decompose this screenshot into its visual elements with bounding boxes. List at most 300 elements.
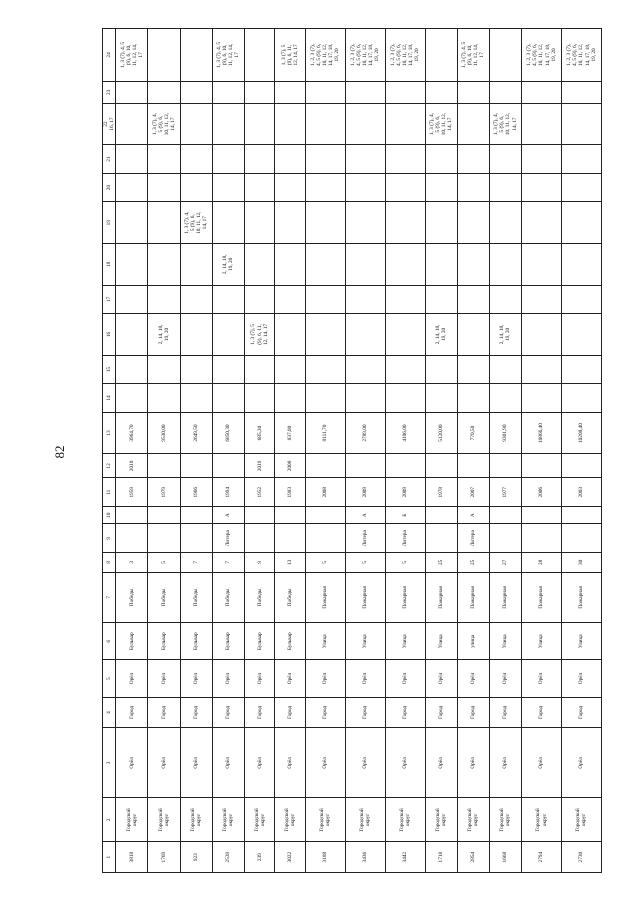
cell-col-9 xyxy=(116,524,148,552)
cell-col-16 xyxy=(522,314,562,356)
cell-col-24: 1, 3 (7), 5 (9), 6, 11, 12, 14, 17 xyxy=(275,29,306,82)
cell-col-19 xyxy=(244,202,275,244)
cell-col-1: 3022 xyxy=(275,842,306,873)
cell-col-5: Орёл xyxy=(522,660,562,697)
cell-col-10 xyxy=(425,506,457,524)
cell-col-12 xyxy=(148,454,180,478)
column-header-16 xyxy=(103,314,116,356)
cell-col-4: Город xyxy=(148,697,180,728)
cell-col-18 xyxy=(385,244,425,286)
cell-col-21 xyxy=(212,145,244,173)
cell-col-5: Орёл xyxy=(244,660,275,697)
cell-col-8: 3 xyxy=(116,552,148,572)
cell-col-22 xyxy=(116,103,148,145)
cell-col-7: Победы xyxy=(116,572,148,622)
cell-col-1: 2854 xyxy=(457,842,489,873)
cell-col-16: 2, 14, 18, 19, 20 xyxy=(489,314,521,356)
cell-col-10 xyxy=(244,506,275,524)
cell-col-13: 6850,30 xyxy=(212,412,244,454)
cell-col-21 xyxy=(489,145,521,173)
cell-col-1: 2794 xyxy=(522,842,562,873)
cell-col-18 xyxy=(116,244,148,286)
cell-col-7: Пожарная xyxy=(425,572,457,622)
cell-col-14 xyxy=(305,384,345,412)
cell-col-13: 685,30 xyxy=(244,412,275,454)
cell-col-5: Орёл xyxy=(457,660,489,697)
cell-col-1: 239 xyxy=(244,842,275,873)
column-header-21 xyxy=(103,145,116,173)
cell-col-14 xyxy=(385,384,425,412)
cell-col-5: Орёл xyxy=(345,660,385,697)
cell-col-20 xyxy=(385,173,425,201)
page-number: 82 xyxy=(52,445,67,459)
cell-col-15 xyxy=(148,355,180,383)
cell-col-3: Орёл xyxy=(148,728,180,798)
cell-col-13: 9301,90 xyxy=(489,412,521,454)
cell-col-1: 1718 xyxy=(425,842,457,873)
cell-col-22 xyxy=(457,103,489,145)
cell-col-11: 2003 xyxy=(561,478,601,506)
cell-col-19 xyxy=(385,202,425,244)
column-number: 5 xyxy=(106,677,113,680)
cell-col-11: 1977 xyxy=(489,478,521,506)
column-22-header-note: 16, 17 xyxy=(109,117,116,131)
cell-col-17 xyxy=(345,285,385,313)
cell-col-16 xyxy=(116,314,148,356)
cell-col-3: Орёл xyxy=(275,728,306,798)
cell-col-6: Бульвар xyxy=(116,623,148,660)
cell-col-2: Городской округ xyxy=(244,798,275,842)
cell-col-6: Бульвар xyxy=(180,623,212,660)
cell-col-3: Орёл xyxy=(180,728,212,798)
cell-col-23 xyxy=(457,81,489,103)
cell-col-8: 5 xyxy=(385,552,425,572)
cell-col-24 xyxy=(425,29,457,82)
cell-col-5: Орёл xyxy=(180,660,212,697)
column-header-13 xyxy=(103,412,116,454)
cell-col-5: Орёл xyxy=(425,660,457,697)
cell-col-9: Литера xyxy=(385,524,425,552)
cell-col-14 xyxy=(489,384,521,412)
cell-col-14 xyxy=(116,384,148,412)
cell-col-23 xyxy=(275,81,306,103)
cell-col-5: Орёл xyxy=(116,660,148,697)
cell-col-13: 8111,70 xyxy=(305,412,345,454)
cell-col-22 xyxy=(212,103,244,145)
cell-col-9 xyxy=(180,524,212,552)
cell-col-20 xyxy=(116,173,148,201)
cell-col-11: 2009 xyxy=(385,478,425,506)
cell-col-17 xyxy=(148,285,180,313)
table-row xyxy=(244,29,275,873)
cell-col-2: Городской округ xyxy=(489,798,521,842)
cell-col-5: Орёл xyxy=(305,660,345,697)
column-number: 19 xyxy=(106,220,113,226)
cell-col-24: 1, 3 (7), 4, 5 (9), 6, 10, 11, 12, 14, 17 xyxy=(116,29,148,82)
cell-col-3: Орёл xyxy=(489,728,521,798)
cell-col-14 xyxy=(522,384,562,412)
cell-col-13: 2649,50 xyxy=(180,412,212,454)
cell-col-7: Пожарная xyxy=(489,572,521,622)
cell-col-24: 1, 2, 3 (7), 4, 5 (9), 6, 10, 11, 12, 14, 17, 18, 19, 20 xyxy=(305,29,345,82)
cell-col-11: 1966 xyxy=(180,478,212,506)
cell-col-12 xyxy=(345,454,385,478)
cell-col-13: 837,00 xyxy=(275,412,306,454)
column-number: 4 xyxy=(106,711,113,714)
cell-col-12: 2008 xyxy=(275,454,306,478)
cell-col-9 xyxy=(489,524,521,552)
cell-col-3: Орёл xyxy=(244,728,275,798)
cell-col-21 xyxy=(275,145,306,173)
cell-col-18: 2, 14, 18, 19, 20 xyxy=(212,244,244,286)
cell-col-11: 1978 xyxy=(425,478,457,506)
cell-col-10 xyxy=(522,506,562,524)
cell-col-17 xyxy=(275,285,306,313)
cell-col-19 xyxy=(489,202,521,244)
cell-col-10 xyxy=(489,506,521,524)
cell-col-3: Орёл xyxy=(345,728,385,798)
column-number: 18 xyxy=(106,261,113,267)
cell-col-11: 1994 xyxy=(212,478,244,506)
column-number: 9 xyxy=(106,536,113,540)
cell-col-16: 2, 14, 18, 19, 20 xyxy=(148,314,180,356)
cell-col-3: Орёл xyxy=(212,728,244,798)
column-header-10 xyxy=(103,506,116,524)
cell-col-2: Городской округ xyxy=(116,798,148,842)
cell-col-23 xyxy=(489,81,521,103)
cell-col-6: Улица xyxy=(425,623,457,660)
cell-col-3: Орёл xyxy=(561,728,601,798)
column-number: 20 xyxy=(106,184,113,191)
cell-col-20 xyxy=(275,173,306,201)
cell-col-21 xyxy=(180,145,212,173)
cell-col-11: 1979 xyxy=(148,478,180,506)
cell-col-10: А xyxy=(345,506,385,524)
cell-col-14 xyxy=(275,384,306,412)
table-row xyxy=(148,29,180,873)
cell-col-3: Орёл xyxy=(425,728,457,798)
cell-col-9 xyxy=(275,524,306,552)
cell-col-17 xyxy=(522,285,562,313)
cell-col-5: Орёл xyxy=(275,660,306,697)
cell-col-21 xyxy=(305,145,345,173)
cell-col-13: 3964,70 xyxy=(116,412,148,454)
cell-col-16 xyxy=(385,314,425,356)
cell-col-4: Город xyxy=(275,697,306,728)
cell-col-4: Город xyxy=(180,697,212,728)
column-header-2 xyxy=(103,798,116,842)
cell-col-6: Бульвар xyxy=(212,623,244,660)
cell-col-23 xyxy=(425,81,457,103)
cell-col-22 xyxy=(345,103,385,145)
cell-col-7: Победы xyxy=(180,572,212,622)
column-header-23 xyxy=(103,81,116,103)
cell-col-21 xyxy=(425,145,457,173)
cell-col-24 xyxy=(148,29,180,82)
cell-col-11: 2009 xyxy=(345,478,385,506)
cell-col-2: Городской округ xyxy=(561,798,601,842)
cell-col-8: 5 xyxy=(345,552,385,572)
cell-col-15 xyxy=(212,355,244,383)
cell-col-16 xyxy=(180,314,212,356)
cell-col-16: 1, 3 (7), 5 (9), 6, 11, 12, 14, 17 xyxy=(244,314,275,356)
cell-col-22 xyxy=(244,103,275,145)
cell-col-21 xyxy=(148,145,180,173)
cell-col-9 xyxy=(305,524,345,552)
cell-col-12 xyxy=(385,454,425,478)
cell-col-11: 1959 xyxy=(116,478,148,506)
cell-col-2: Городской округ xyxy=(457,798,489,842)
cell-col-7: Пожарная xyxy=(345,572,385,622)
cell-col-15 xyxy=(425,355,457,383)
table-row xyxy=(457,29,489,873)
cell-col-2: Городской округ xyxy=(180,798,212,842)
table-row xyxy=(212,29,244,873)
column-number-header xyxy=(103,29,116,873)
cell-col-8: 9 xyxy=(244,552,275,572)
cell-col-12 xyxy=(180,454,212,478)
cell-col-15 xyxy=(180,355,212,383)
cell-col-20 xyxy=(489,173,521,201)
cell-col-18 xyxy=(305,244,345,286)
cell-col-8: 28 xyxy=(522,552,562,572)
cell-col-1: 2539 xyxy=(212,842,244,873)
cell-col-23 xyxy=(345,81,385,103)
cell-col-6: Улица xyxy=(561,623,601,660)
cell-col-5: Орёл xyxy=(212,660,244,697)
cell-col-4: Город xyxy=(457,697,489,728)
cell-col-1: 923 xyxy=(180,842,212,873)
cell-col-7: Победы xyxy=(244,572,275,622)
cell-col-2: Городской округ xyxy=(212,798,244,842)
table-row xyxy=(561,29,601,873)
cell-col-23 xyxy=(244,81,275,103)
cell-col-8: 7 xyxy=(180,552,212,572)
cell-col-14 xyxy=(180,384,212,412)
cell-col-4: Город xyxy=(561,697,601,728)
column-number: 15 xyxy=(106,366,113,373)
cell-col-16: 2, 14, 18, 19, 20 xyxy=(425,314,457,356)
column-header-1 xyxy=(103,842,116,873)
cell-col-13: 10208,40 xyxy=(561,412,601,454)
cell-col-9: Литера xyxy=(345,524,385,552)
cell-col-10: А xyxy=(457,506,489,524)
column-number: 23 xyxy=(106,89,113,95)
cell-col-15 xyxy=(116,355,148,383)
column-number: 16 xyxy=(106,331,113,338)
cell-col-18 xyxy=(457,244,489,286)
cell-col-21 xyxy=(385,145,425,173)
cell-col-6: Бульвар xyxy=(244,623,275,660)
cell-col-1: 3442 xyxy=(385,842,425,873)
cell-col-22 xyxy=(180,103,212,145)
column-header-3 xyxy=(103,728,116,798)
cell-col-12 xyxy=(425,454,457,478)
cell-col-2: Городской округ xyxy=(385,798,425,842)
cell-col-9 xyxy=(561,524,601,552)
cell-col-23 xyxy=(561,81,601,103)
column-number: 14 xyxy=(106,395,113,401)
cell-col-10 xyxy=(305,506,345,524)
cell-col-19 xyxy=(457,202,489,244)
cell-col-24 xyxy=(244,29,275,82)
cell-col-20 xyxy=(212,173,244,201)
cell-col-16 xyxy=(212,314,244,356)
cell-col-17 xyxy=(561,285,601,313)
cell-col-4: Город xyxy=(425,697,457,728)
cell-col-23 xyxy=(522,81,562,103)
register-rows xyxy=(116,29,602,873)
cell-col-17 xyxy=(425,285,457,313)
cell-col-19 xyxy=(425,202,457,244)
cell-col-17 xyxy=(385,285,425,313)
cell-col-13: 770,50 xyxy=(457,412,489,454)
cell-col-17 xyxy=(180,285,212,313)
cell-col-17 xyxy=(489,285,521,313)
cell-col-7: Победы xyxy=(275,572,306,622)
cell-col-9: Литера xyxy=(212,524,244,552)
cell-col-4: Город xyxy=(305,697,345,728)
cell-col-14 xyxy=(561,384,601,412)
table-row xyxy=(180,29,212,873)
cell-col-12 xyxy=(457,454,489,478)
cell-col-10: А xyxy=(212,506,244,524)
cell-col-6: улица xyxy=(457,623,489,660)
cell-col-18 xyxy=(148,244,180,286)
cell-col-6: Улица xyxy=(489,623,521,660)
cell-col-11: 2008 xyxy=(305,478,345,506)
cell-col-2: Городской округ xyxy=(148,798,180,842)
cell-col-20 xyxy=(561,173,601,201)
cell-col-19 xyxy=(345,202,385,244)
cell-col-22 xyxy=(561,103,601,145)
column-number: 8 xyxy=(106,561,113,564)
cell-col-4: Город xyxy=(385,697,425,728)
cell-col-20 xyxy=(180,173,212,201)
cell-col-10 xyxy=(561,506,601,524)
cell-col-1: 1668 xyxy=(489,842,521,873)
cell-col-9: Литера xyxy=(457,524,489,552)
register-table-container xyxy=(102,28,602,873)
cell-col-19 xyxy=(561,202,601,244)
cell-col-14 xyxy=(457,384,489,412)
cell-col-3: Орёл xyxy=(457,728,489,798)
column-header-17 xyxy=(103,285,116,313)
cell-col-17 xyxy=(116,285,148,313)
cell-col-6: Бульвар xyxy=(148,623,180,660)
column-header-11 xyxy=(103,478,116,506)
cell-col-9 xyxy=(148,524,180,552)
cell-col-18 xyxy=(561,244,601,286)
cell-col-11: 1983 xyxy=(275,478,306,506)
cell-col-22: 1, 3 (7), 4, 5 (9), 6, 10, 11, 12, 14, 17 xyxy=(489,103,521,145)
column-header-22 xyxy=(103,103,116,145)
cell-col-20 xyxy=(244,173,275,201)
column-header-9 xyxy=(103,524,116,552)
cell-col-12 xyxy=(561,454,601,478)
column-header-14 xyxy=(103,384,116,412)
cell-col-23 xyxy=(212,81,244,103)
cell-col-22: 1, 3 (7), 4, 5 (9), 6, 10, 11, 12, 14, 17 xyxy=(425,103,457,145)
column-header-24 xyxy=(103,29,116,82)
cell-col-7: Пожарная xyxy=(561,572,601,622)
cell-col-21 xyxy=(457,145,489,173)
cell-col-17 xyxy=(457,285,489,313)
column-header-8 xyxy=(103,552,116,572)
cell-col-8: 5 xyxy=(305,552,345,572)
cell-col-18 xyxy=(522,244,562,286)
cell-col-17 xyxy=(305,285,345,313)
cell-col-10 xyxy=(180,506,212,524)
cell-col-10 xyxy=(275,506,306,524)
table-row xyxy=(522,29,562,873)
cell-col-7: Пожарная xyxy=(522,572,562,622)
cell-col-1: 3436 xyxy=(345,842,385,873)
cell-col-20 xyxy=(425,173,457,201)
cell-col-16 xyxy=(305,314,345,356)
cell-col-6: Улица xyxy=(522,623,562,660)
cell-col-15 xyxy=(244,355,275,383)
cell-col-16 xyxy=(561,314,601,356)
cell-col-21 xyxy=(116,145,148,173)
cell-col-12 xyxy=(489,454,521,478)
cell-col-8: 25 xyxy=(425,552,457,572)
cell-col-18 xyxy=(275,244,306,286)
cell-col-24: 1, 2, 3 (7), 4, 5 (9), 6, 10, 11, 12, 14, 17, 18, 19, 20 xyxy=(385,29,425,82)
cell-col-19 xyxy=(116,202,148,244)
table-row xyxy=(345,29,385,873)
column-header-6 xyxy=(103,623,116,660)
cell-col-4: Город xyxy=(489,697,521,728)
cell-col-10 xyxy=(116,506,148,524)
cell-col-3: Орёл xyxy=(385,728,425,798)
cell-col-18 xyxy=(425,244,457,286)
table-row xyxy=(116,29,148,873)
cell-col-2: Городской округ xyxy=(345,798,385,842)
cell-col-11: 1952 xyxy=(244,478,275,506)
cell-col-22 xyxy=(305,103,345,145)
cell-col-3: Орёл xyxy=(305,728,345,798)
cell-col-1: 2730 xyxy=(561,842,601,873)
cell-col-13: 4106,00 xyxy=(385,412,425,454)
cell-col-24 xyxy=(180,29,212,82)
cell-col-20 xyxy=(457,173,489,201)
column-header-12 xyxy=(103,454,116,478)
cell-col-18 xyxy=(345,244,385,286)
housing-register-table xyxy=(102,28,602,873)
cell-col-20 xyxy=(522,173,562,201)
cell-col-6: Улица xyxy=(385,623,425,660)
cell-col-8: 13 xyxy=(275,552,306,572)
cell-col-15 xyxy=(522,355,562,383)
cell-col-16 xyxy=(275,314,306,356)
column-header-7 xyxy=(103,572,116,622)
cell-col-7: Победы xyxy=(212,572,244,622)
cell-col-24 xyxy=(489,29,521,82)
cell-col-1: 3188 xyxy=(305,842,345,873)
cell-col-3: Орёл xyxy=(116,728,148,798)
cell-col-17 xyxy=(244,285,275,313)
table-row xyxy=(385,29,425,873)
cell-col-18 xyxy=(180,244,212,286)
cell-col-15 xyxy=(385,355,425,383)
cell-col-22 xyxy=(275,103,306,145)
table-row xyxy=(275,29,306,873)
cell-col-23 xyxy=(116,81,148,103)
cell-col-16 xyxy=(345,314,385,356)
column-header-20 xyxy=(103,173,116,201)
cell-col-24: 1, 2, 3 (7), 4, 5 (9), 6, 10, 11, 12, 14, 17, 18, 19, 20 xyxy=(345,29,385,82)
